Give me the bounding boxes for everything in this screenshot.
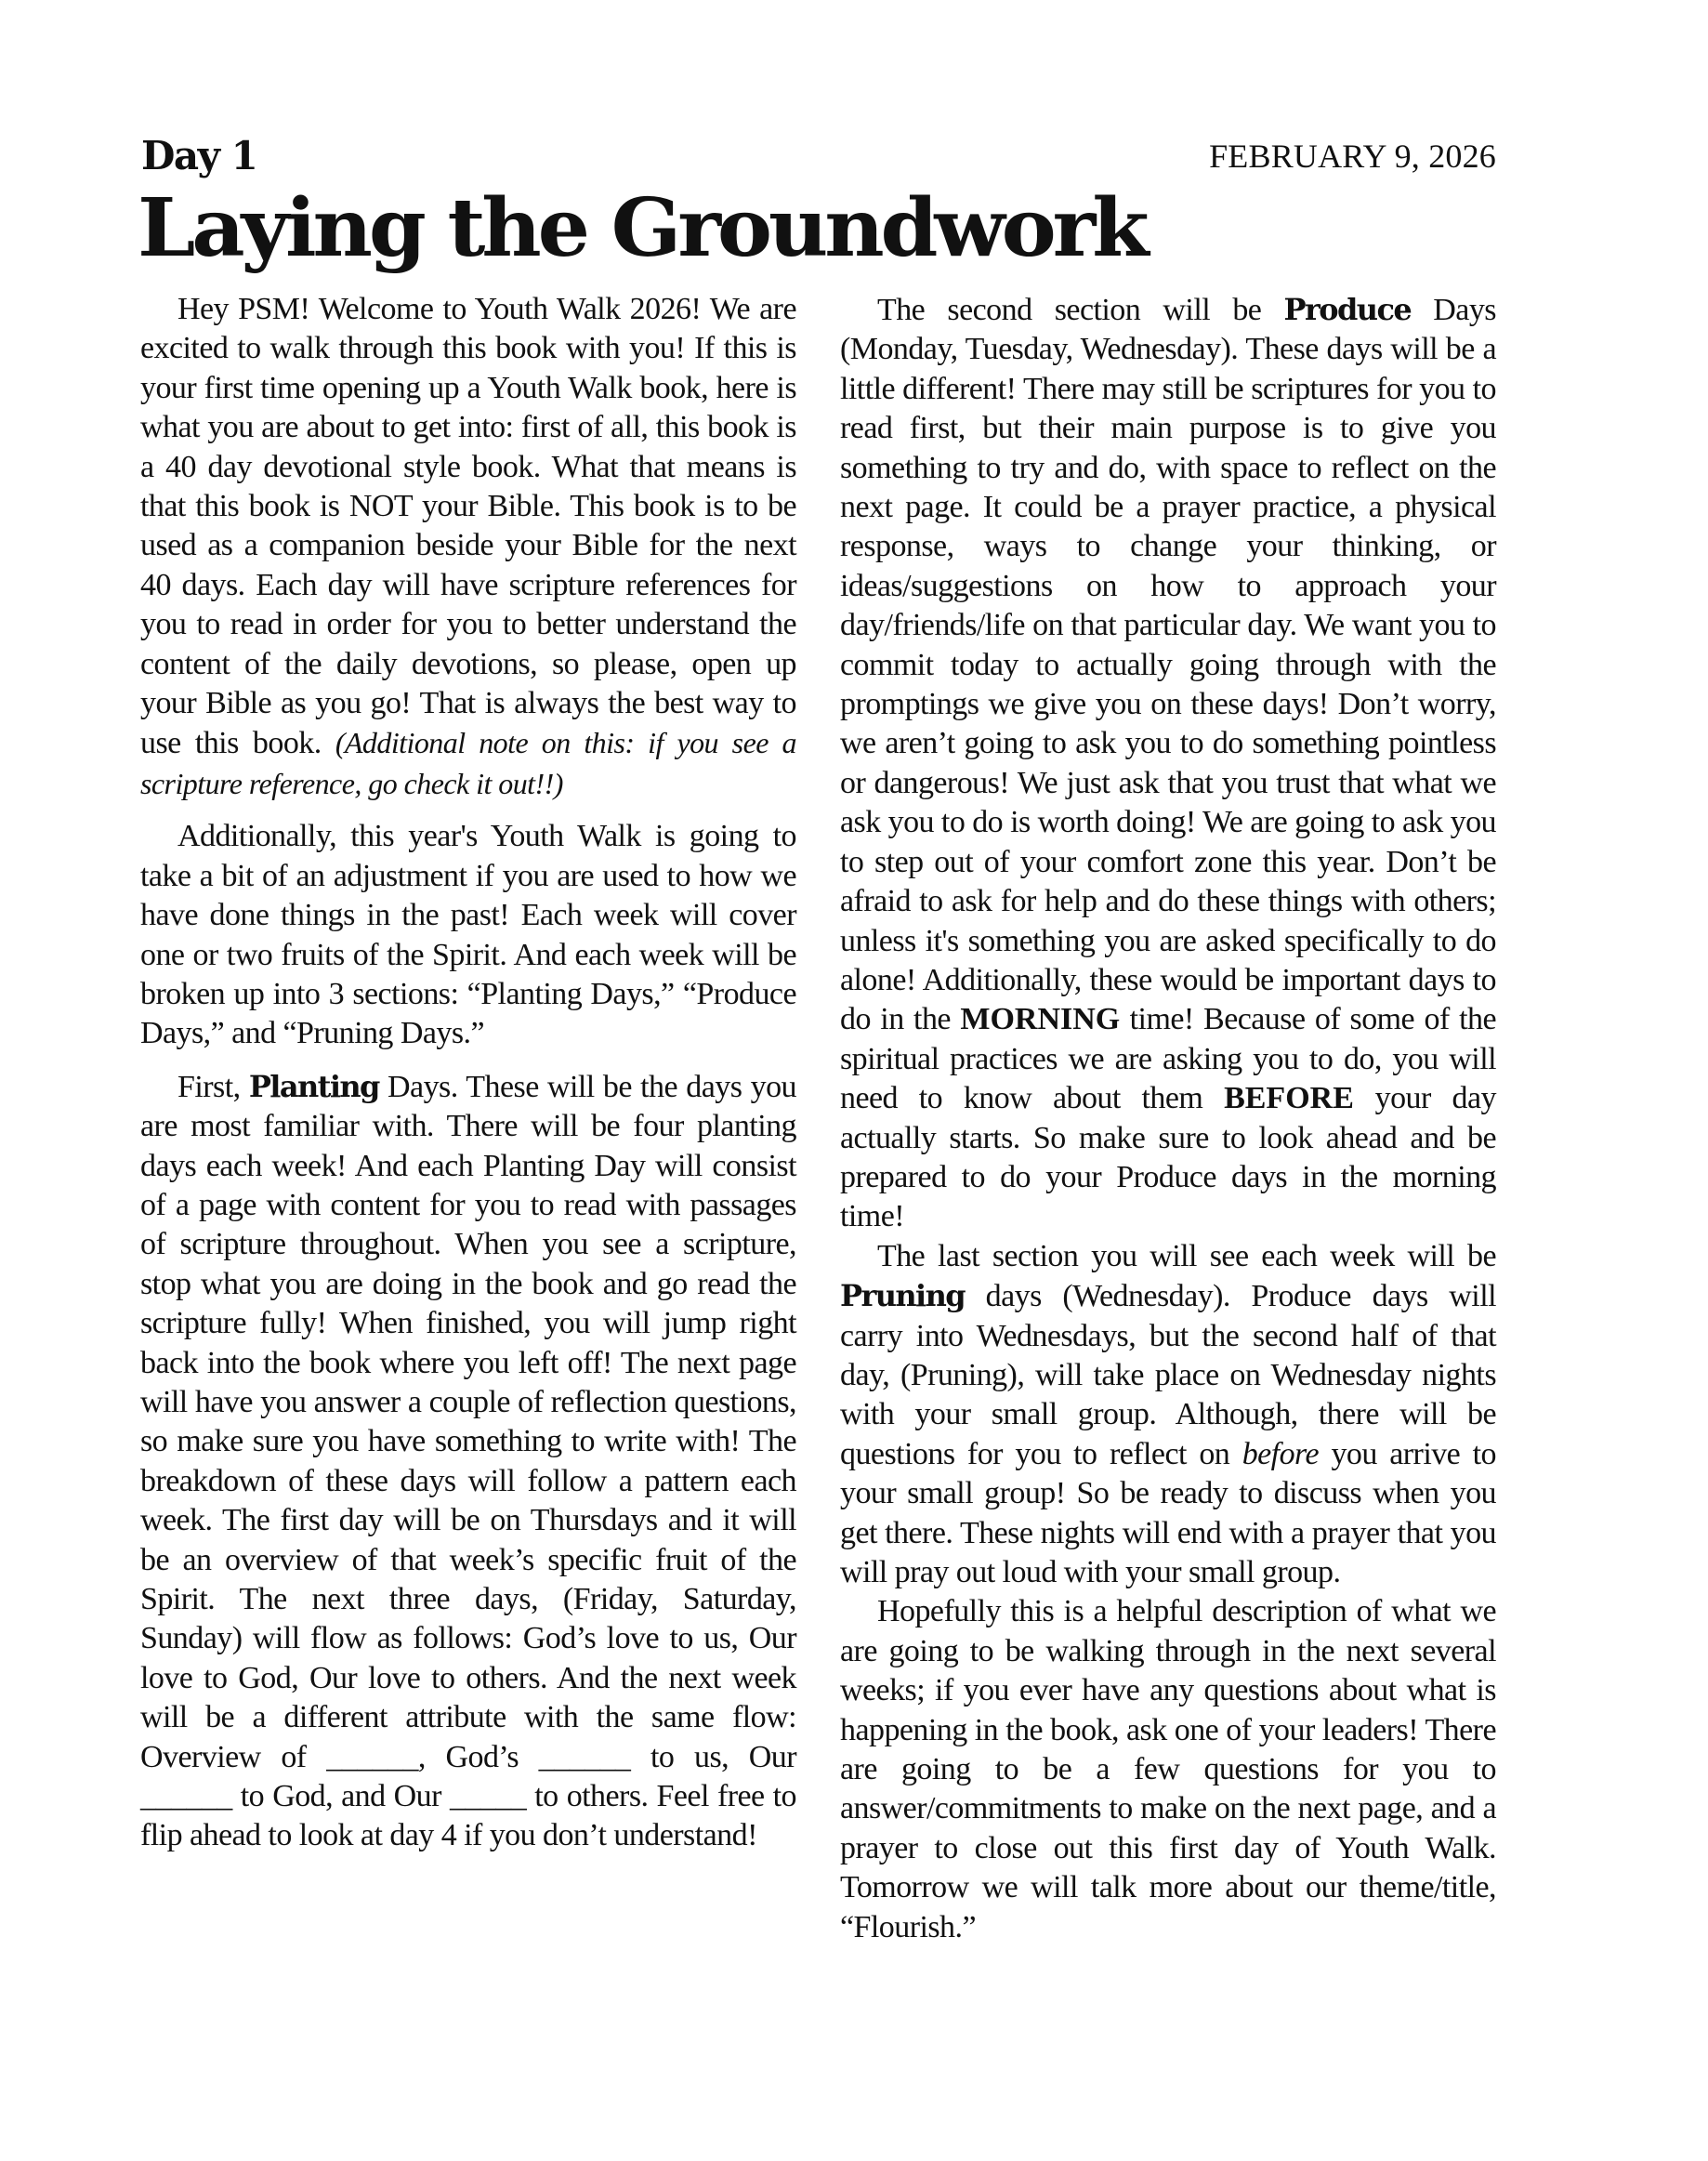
paragraph-pruning-days xyxy=(840,1237,1496,1593)
text-run: First, xyxy=(177,1069,249,1104)
emphasis-produce: Produce xyxy=(1283,292,1412,327)
paragraph-welcome xyxy=(140,290,796,804)
paragraph-planting-days xyxy=(140,1067,796,1856)
text-run: Hopefully this is a helpful description of what we are going to be walking through in the next several weeks; if you ever have any questions about what is happening in the book, ask one of your leaders! There are going to be a few questions for you to answer/commitments to make on the next page, and a prayer to close out this first day of Youth Walk. Tomorrow we will talk more about our theme/title, “Flourish.” xyxy=(840,1594,1496,1944)
text-run: Additionally, this year's Youth Walk is going to take a bit of an adjustment if you are used to how we have done things in the past! Each week will cover one or two fruits of the Spirit. And each week will be broken up into 3 sections: “Planting Days,” “Produce Days,” and “Pruning Days.” xyxy=(140,819,796,1051)
text-run: your day actually starts. So make sure to look ahead and be prepared to do your Produce days in the morning time! xyxy=(840,1081,1496,1234)
page-title: Laying the Groundwork xyxy=(138,181,1146,275)
emphasis-before: BEFORE xyxy=(1224,1081,1354,1116)
text-run: The last section you will see each week will be xyxy=(877,1238,1496,1273)
text-run: Days (Monday, Tuesday, Wednesday). These days will be a little different! There may still be scriptures for you to read first, but their main purpose is to give you something to try and do, with space to reflect on the next page. It could be a prayer practice, a physical response, ways to change your thinking, or ideas/suggestions on how to approach your day/friends/life on that particular day. We want you to commit today to actually going through with the promptings we give you on these days! Don’t worry, we aren’t going to ask you to do something pointless or dangerous! We just ask that you trust that what we ask you to do is worth doing! We are going to ask you to step out of your comfort zone this year. Don’t be afraid to ask for help and do these things with others; unless it's something you are asked specifically to do alone! Additionally, these would be important days to do in the xyxy=(840,293,1496,1037)
text-run: Hey PSM! Welcome to Youth Walk 2026! We are excited to walk through this book with you! If this is your first time opening up a Youth Walk book, here is what you are about to get into: first of all, this book is a 40 day devotional style book. What that means is that this book is NOT your Bible. This book is to be used as a companion beside your Bible for the next 40 days. Each day will have scripture references for you to read in order for you to better understand the content of the daily devotions, so please, open up your Bible as you go! That is always the best way to use this book. xyxy=(140,292,796,761)
text-run: time! Because of some of the spiritual practices we are asking you to do, you will need to know about them xyxy=(840,1002,1497,1116)
day-label: Day 1 xyxy=(141,133,257,178)
paragraph-closing xyxy=(840,1592,1496,1947)
emphasis-before-italic: before xyxy=(1242,1436,1319,1471)
date-label: FEBRUARY 9, 2026 xyxy=(1209,138,1496,175)
text-run: days (Wednesday). Produce days will carry into Wednesdays, but the second half of that day, (Pruning), will take place on Wednesday nights with your small group. Although, there will be questions for you to reflect on xyxy=(840,1279,1496,1471)
text-run: The second section will be xyxy=(877,293,1284,327)
left-column xyxy=(140,290,796,1856)
paragraph-produce-days xyxy=(840,290,1496,1237)
emphasis-morning: MORNING xyxy=(960,1002,1121,1037)
italic-note: (Additional note on this: if you see a scripture reference, go check it out!!) xyxy=(140,726,796,800)
emphasis-planting: Planting xyxy=(248,1068,379,1104)
text-run: Days. These will be the days you are most familiar with. There will be four planting days each week! And each Planting Day will consist of a page with content for you to read with passages of scripture throughout. When you see a scripture, stop what you are doing in the book and go read the scripture fully! When finished, you will jump right back into the book where you left off! The next page will have you answer a couple of reflection questions, so make sure you have something to write with! The breakdown of these days will follow a pattern each week. The first day will be on Thursdays and it will be an overview of that week’s specific fruit of the Spirit. The next three days, (Friday, Saturday, Sunday) will flow as follows: God’s love to us, Our love to God, Our love to others. And the next week will be a different attribute with the same flow: Overview of ______, God’s ______ to us, Our ______ to God, and Our _____ to others. Feel free to flip ahead to look at day 4 if you don’t understand! xyxy=(140,1069,796,1853)
text-run: you arrive to your small group! So be ready to discuss when you get there. These nights will end with a prayer that you will pray out loud with your small group. xyxy=(840,1436,1496,1589)
right-column xyxy=(840,290,1496,1947)
emphasis-pruning: Pruning xyxy=(840,1278,966,1314)
paragraph-adjustment xyxy=(140,817,796,1053)
